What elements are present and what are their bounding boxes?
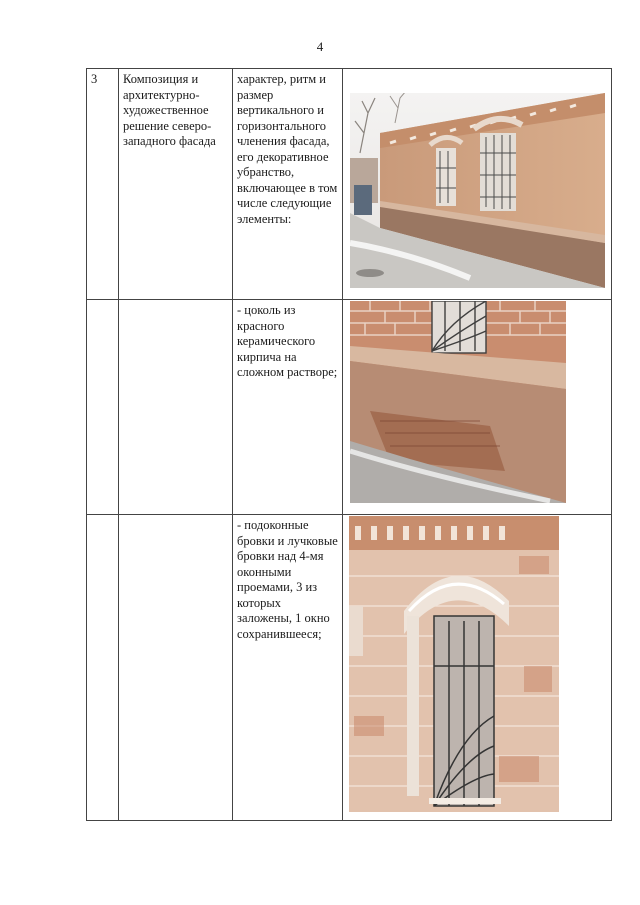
table-row — [87, 300, 612, 515]
row-description: - цоколь из красного керамического кирпича на сложном растворе; — [237, 303, 338, 379]
row-number-cell — [87, 300, 119, 515]
table-row — [87, 515, 612, 821]
page-number: 4 — [316, 39, 324, 54]
photo-cell — [343, 69, 612, 300]
photo-cell — [343, 515, 612, 821]
row-description-cell — [233, 515, 343, 821]
row-title-cell — [119, 300, 233, 515]
row-description-cell — [233, 69, 343, 300]
row-description-cell — [233, 300, 343, 515]
row-title-cell — [119, 515, 233, 821]
row-description: характер, ритм и размер вертикального и горизонтального членения фасада, его декоративное убранство, включающее в том числе следующие элементы: — [237, 72, 338, 226]
table-row — [87, 69, 612, 300]
row-number-cell — [87, 69, 119, 300]
facade-overview-photo — [350, 93, 605, 288]
row-title-cell — [119, 69, 233, 300]
row-description: - подоконные бровки и лучковые бровки над 4-мя оконными проемами, 3 из которых заложены, 1 окно сохранившееся; — [237, 518, 338, 641]
window-arch-photo — [349, 516, 559, 812]
facade-elements-table — [86, 68, 612, 821]
row-number-cell — [87, 515, 119, 821]
row-number: 3 — [91, 72, 98, 86]
photo-cell — [343, 300, 612, 515]
brick-plinth-photo — [350, 301, 566, 503]
row-title: Композиция и архитектурно-художественное решение северо-западного фасада — [123, 72, 216, 148]
